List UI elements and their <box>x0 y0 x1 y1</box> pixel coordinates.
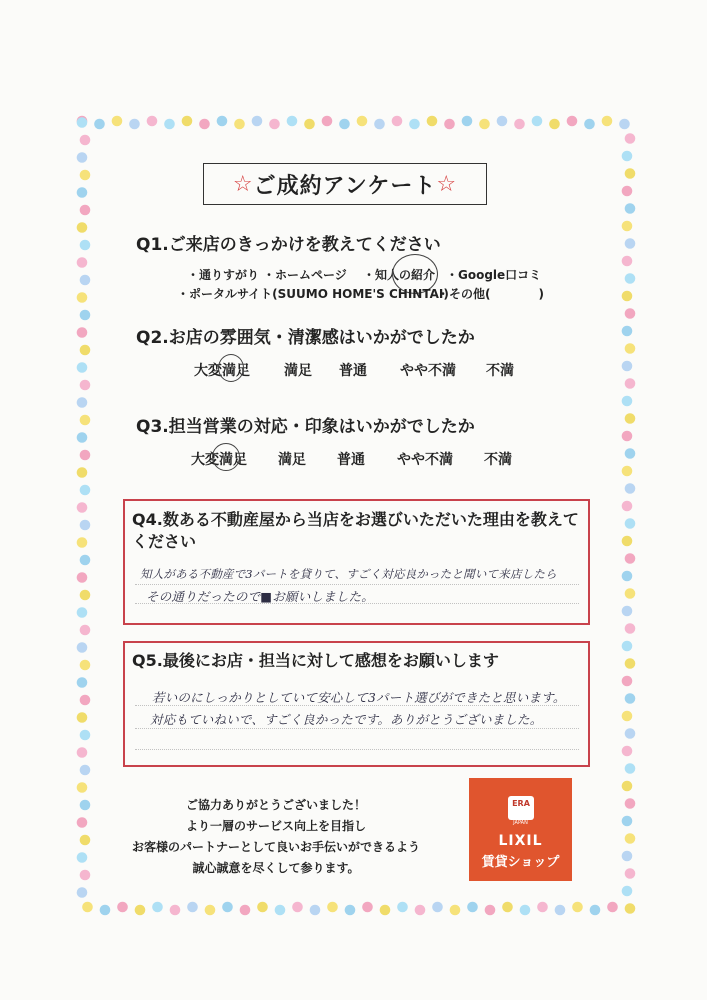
border-dot <box>80 450 91 461</box>
border-dot <box>625 308 636 319</box>
border-dot <box>427 116 438 127</box>
border-dot <box>80 240 91 251</box>
q2-choice: 満足 <box>284 363 312 379</box>
border-dot <box>187 902 198 913</box>
q5-answer-line <box>135 728 579 729</box>
q3-choice-selected: 大変満足 <box>191 452 247 468</box>
q3-choice: 普通 <box>337 452 365 468</box>
border-dot <box>77 502 88 513</box>
border-dot <box>77 887 88 898</box>
border-dot <box>345 905 356 916</box>
border-dot <box>374 119 385 130</box>
lixil-logo <box>469 778 572 881</box>
era-text: ERA <box>512 799 530 808</box>
border-dot <box>77 782 88 793</box>
border-dot <box>462 116 473 127</box>
border-dot <box>77 397 88 408</box>
border-dot <box>625 448 636 459</box>
border-dot <box>625 728 636 739</box>
border-dot <box>485 905 496 916</box>
border-dot <box>80 590 91 601</box>
border-dot <box>625 553 636 564</box>
border-dot <box>619 119 630 130</box>
q3-question: Q3.担当営業の対応・印象はいかがでしたか <box>136 417 475 437</box>
border-dot <box>80 555 91 566</box>
q2-choice: 不満 <box>486 363 514 379</box>
border-dot <box>622 501 633 512</box>
border-dot <box>77 537 88 548</box>
border-dot <box>622 326 633 337</box>
border-dot <box>170 905 181 916</box>
border-dot <box>80 800 91 811</box>
border-dot <box>80 660 91 671</box>
border-dot <box>80 170 91 181</box>
border-dot <box>77 607 88 618</box>
border-dot <box>182 116 193 127</box>
border-dot <box>625 518 636 529</box>
border-dot <box>199 119 210 130</box>
border-dot <box>77 817 88 828</box>
border-dot <box>77 852 88 863</box>
star-icon: ☆ <box>436 171 458 197</box>
border-dot <box>77 362 88 373</box>
q3-choice: 満足 <box>278 452 306 468</box>
border-dot <box>129 119 140 130</box>
border-dot <box>310 905 321 916</box>
border-dot <box>77 117 88 128</box>
border-dot <box>622 641 633 652</box>
border-dot <box>502 902 513 913</box>
border-dot <box>415 905 426 916</box>
q1-option: ・その他( ) <box>437 287 544 301</box>
q4-answer-line <box>135 584 579 585</box>
border-dot <box>622 886 633 897</box>
q4-question-line1: Q4.数ある不動産屋から当店をお選びいただいた理由を教えて <box>132 510 579 529</box>
border-dot <box>625 133 636 144</box>
lixil-brand-text: LIXIL <box>498 833 543 849</box>
q1-option-selected: ・知人の紹介 <box>363 268 436 282</box>
border-dot <box>80 310 91 321</box>
border-dot <box>625 343 636 354</box>
border-dot <box>275 905 286 916</box>
title-text: ご成約アンケート <box>253 173 437 199</box>
q2-choice: やや不満 <box>400 363 456 379</box>
border-dot <box>77 432 88 443</box>
border-dot <box>147 116 158 127</box>
border-dot <box>590 905 601 916</box>
border-dot <box>622 396 633 407</box>
border-dot <box>622 746 633 757</box>
border-dot <box>622 151 633 162</box>
border-dot <box>80 275 91 286</box>
border-dot <box>77 292 88 303</box>
border-dot <box>287 116 298 127</box>
border-dot <box>80 520 91 531</box>
border-dot <box>117 902 128 913</box>
border-dot <box>625 903 636 914</box>
border-dot <box>80 695 91 706</box>
border-dot <box>152 902 163 913</box>
q4-question-line2: ください <box>132 532 197 551</box>
thanks-line: より一層のサービス向上を目指し <box>185 819 366 833</box>
border-dot <box>622 221 633 232</box>
border-dot <box>77 187 88 198</box>
q2-question: Q2.お店の雰囲気・清潔感はいかがでしたか <box>136 328 475 348</box>
border-dot <box>622 536 633 547</box>
border-dot <box>252 116 263 127</box>
border-dot <box>77 677 88 688</box>
border-dot <box>625 273 636 284</box>
thanks-line: ご協力ありがとうございました！ <box>185 798 366 812</box>
border-dot <box>222 902 233 913</box>
border-dot <box>80 765 91 776</box>
border-dot <box>622 816 633 827</box>
border-dot <box>432 902 443 913</box>
q1-option: ・Google口コミ <box>446 268 542 282</box>
thanks-line: 誠心誠意を尽くして参ります。 <box>192 861 360 875</box>
border-dot <box>622 256 633 267</box>
q4-answer-line2: その通りだったので■お願いしました。 <box>146 589 374 604</box>
border-dot <box>622 781 633 792</box>
border-dot <box>94 119 105 130</box>
border-dot <box>80 380 91 391</box>
border-dot <box>77 327 88 338</box>
border-dot <box>622 571 633 582</box>
shop-name-text: 賃貸ショップ <box>481 855 560 870</box>
border-dot <box>77 712 88 723</box>
border-dot <box>77 467 88 478</box>
border-dot <box>322 116 333 127</box>
q5-question: Q5.最後にお店・担当に対して感想をお願いします <box>132 651 499 670</box>
border-dot <box>240 905 251 916</box>
border-dot <box>292 902 303 913</box>
selection-circle-mark <box>218 354 244 382</box>
border-dot <box>80 205 91 216</box>
border-dot <box>625 693 636 704</box>
border-dot <box>339 119 350 130</box>
border-dot <box>607 902 618 913</box>
border-dot <box>479 119 490 130</box>
border-dot <box>80 625 91 636</box>
border-dot <box>327 902 338 913</box>
border-dot <box>497 116 508 127</box>
border-dot <box>625 763 636 774</box>
border-dot <box>622 186 633 197</box>
border-dot <box>622 466 633 477</box>
border-dot <box>622 606 633 617</box>
border-dot <box>625 413 636 424</box>
border-dot <box>77 152 88 163</box>
survey-title <box>203 163 487 205</box>
border-dot <box>77 257 88 268</box>
border-dot <box>77 222 88 233</box>
border-dot <box>392 116 403 127</box>
era-logo-icon <box>508 796 534 820</box>
border-dot <box>77 642 88 653</box>
border-dot <box>164 119 175 130</box>
border-dot <box>304 119 315 130</box>
border-dot <box>625 798 636 809</box>
border-dot <box>80 345 91 356</box>
border-dot <box>80 415 91 426</box>
border-dot <box>80 135 91 146</box>
q3-choice: やや不満 <box>397 452 453 468</box>
border-dot <box>622 431 633 442</box>
border-dot <box>77 572 88 583</box>
border-dot <box>625 203 636 214</box>
border-dot <box>622 361 633 372</box>
thanks-line: お客様のパートナーとして良いお手伝いができるよう <box>131 840 420 854</box>
border-dot <box>625 238 636 249</box>
border-dot <box>80 730 91 741</box>
border-dot <box>234 119 245 130</box>
q5-answer-line <box>135 749 579 750</box>
border-dot <box>444 119 455 130</box>
border-dot <box>532 116 543 127</box>
border-dot <box>622 851 633 862</box>
q1-question: Q1.ご来店のきっかけを教えてください <box>136 235 441 255</box>
border-dot <box>584 119 595 130</box>
q3-choice: 不満 <box>484 452 512 468</box>
q5-answer-line1: 若いのにしっかりとしていて安心して3パート選びができたと思います。 <box>152 690 566 705</box>
border-dot <box>625 868 636 879</box>
border-dot <box>380 905 391 916</box>
border-dot <box>217 116 228 127</box>
border-dot <box>80 835 91 846</box>
q1-option: ・ポータルサイト(SUUMO HOME'S CHINTAI) <box>177 287 449 301</box>
selection-circle-mark <box>212 443 240 471</box>
q1-option: ・ホームページ <box>263 268 347 282</box>
border-dot <box>625 168 636 179</box>
border-dot <box>572 902 583 913</box>
border-dot <box>80 870 91 881</box>
border-dot <box>625 658 636 669</box>
q2-choice: 普通 <box>339 363 367 379</box>
border-dot <box>625 588 636 599</box>
border-dot <box>269 119 280 130</box>
border-dot <box>520 905 531 916</box>
era-sub-text: JAPAN <box>513 820 528 826</box>
star-icon: ☆ <box>232 171 254 197</box>
border-dot <box>80 485 91 496</box>
border-dot <box>549 119 560 130</box>
border-dot <box>625 483 636 494</box>
border-dot <box>537 902 548 913</box>
border-dot <box>357 116 368 127</box>
border-dot <box>622 676 633 687</box>
border-dot <box>450 905 461 916</box>
border-dot <box>625 378 636 389</box>
border-dot <box>362 902 373 913</box>
q4-answer-line1: 知人がある不動産で3パートを貸りて、すごく対応良かったと聞いて来店したら <box>140 567 557 581</box>
q2-choice-selected: 大変満足 <box>194 363 250 379</box>
border-dot <box>397 902 408 913</box>
border-dot <box>625 623 636 634</box>
border-dot <box>467 902 478 913</box>
border-dot <box>82 902 93 913</box>
border-dot <box>409 119 420 130</box>
border-dot <box>100 905 111 916</box>
border-dot <box>625 833 636 844</box>
border-dot <box>622 711 633 722</box>
border-dot <box>567 116 578 127</box>
border-dot <box>205 905 216 916</box>
q5-answer-line2: 対応もていねいで、すごく良かったです。ありがとうございました。 <box>150 712 543 727</box>
border-dot <box>112 116 123 127</box>
border-dot <box>602 116 613 127</box>
border-dot <box>514 119 525 130</box>
border-dot <box>77 747 88 758</box>
border-dot <box>555 905 566 916</box>
border-dot <box>257 902 268 913</box>
border-dot <box>622 291 633 302</box>
q1-option: ・通りすがり <box>187 268 260 282</box>
thanks-message <box>126 795 426 879</box>
border-dot <box>135 905 146 916</box>
